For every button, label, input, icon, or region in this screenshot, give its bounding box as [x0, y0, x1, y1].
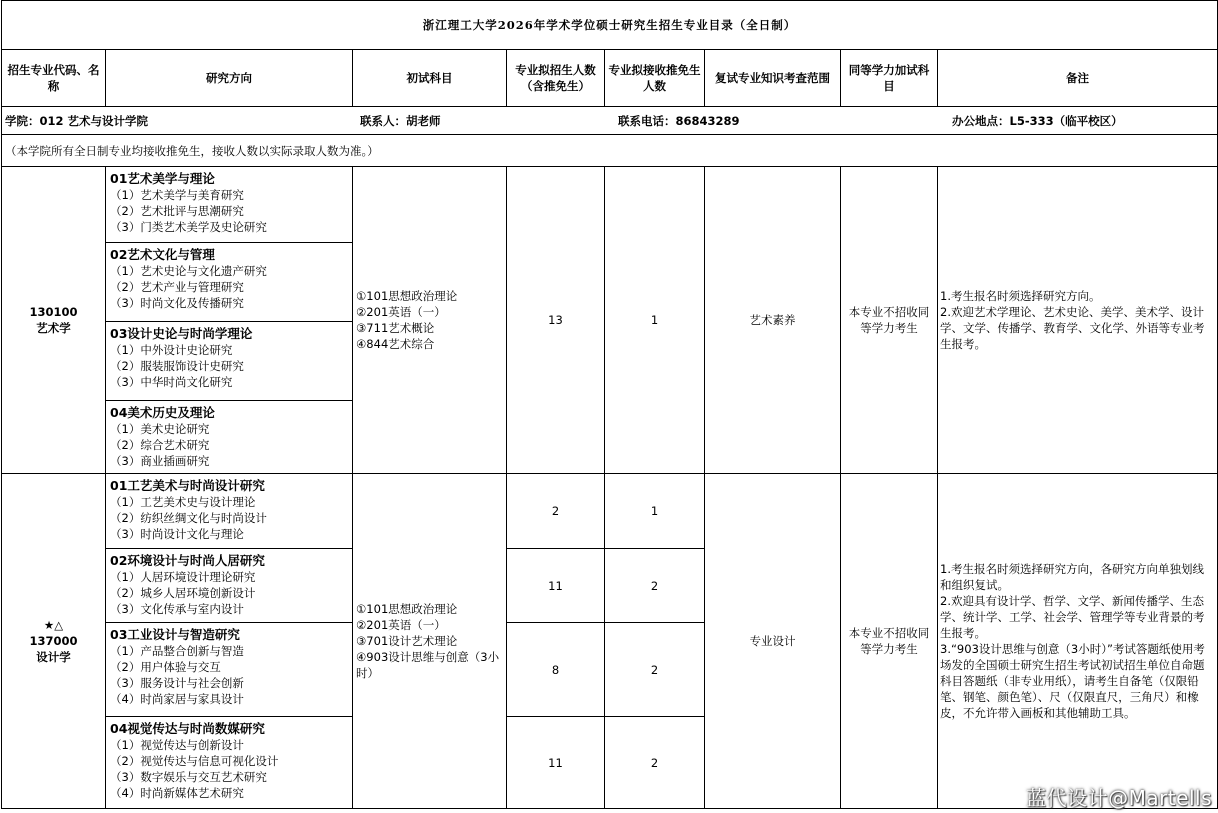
remark-line: 2.欢迎艺术学理论、艺术史论、美学、美术学、设计学、文学、传播学、教育学、文化学、外语等专业考生报考。 — [940, 305, 1205, 351]
header-exam: 初试科目 — [353, 50, 507, 107]
exam-subject: ②201英语（一） — [356, 618, 446, 632]
exam-subjects — [353, 474, 507, 809]
direction-cell — [106, 243, 353, 322]
direction-cell — [106, 322, 353, 401]
quota-value: 8 — [507, 623, 605, 717]
remark-line: 3.“903设计思维与创意（3小时）”考试答题纸使用考场发的全国硕士研究生招生考试初试招生单位自命题科目答题纸（非专业用纸），请考生自备笔（仅限铅笔、钢笔、颜色笔）、尺（仅限直尺，三角尺）和橡皮，不允许带入画板和其他辅助工具。 — [940, 642, 1205, 720]
direction-title: 03工业设计与智造研究 — [110, 627, 240, 642]
exempt-value: 1 — [605, 167, 705, 474]
page-title: 浙江理工大学2026年学术学位硕士研究生招生专业目录（全日制） — [2, 1, 1218, 50]
direction-item: （1）艺术美学与美育研究 — [110, 188, 244, 202]
college-name: 学院：012 艺术与设计学院 — [5, 114, 149, 128]
direction-cell — [106, 623, 353, 717]
direction-item: （3）数字娱乐与交互艺术研究 — [110, 770, 267, 784]
header-quota: 专业拟招生人数（含推免生） — [507, 50, 605, 107]
direction-title: 04美术历史及理论 — [110, 405, 215, 420]
exam-subject: ③711艺术概论 — [356, 321, 435, 335]
major-code-cell — [2, 474, 106, 809]
direction-item: （1）视觉传达与创新设计 — [110, 738, 244, 752]
direction-item: （4）时尚新媒体艺术研究 — [110, 786, 244, 800]
direction-item: （3）时尚设计文化与理论 — [110, 527, 244, 541]
college-note: （本学院所有全日制专业均接收推免生，接收人数以实际录取人数为准。） — [2, 135, 1218, 167]
direction-item: （2）综合艺术研究 — [110, 438, 210, 452]
direction-item: （2）艺术产业与管理研究 — [110, 280, 244, 294]
direction-item: （3）时尚文化及传播研究 — [110, 296, 244, 310]
direction-cell — [106, 549, 353, 623]
direction-item: （3）文化传承与室内设计 — [110, 602, 244, 616]
major-mark: ★△ — [43, 618, 64, 632]
direction-item: （1）艺术史论与文化遗产研究 — [110, 264, 267, 278]
direction-item: （1）中外设计史论研究 — [110, 343, 233, 357]
direction-item: （2）视觉传达与信息可视化设计 — [110, 754, 279, 768]
header-equiv: 同等学力加试科目 — [841, 50, 938, 107]
retest-scope: 专业设计 — [705, 474, 841, 809]
exempt-value: 2 — [605, 717, 705, 809]
direction-title: 02艺术文化与管理 — [110, 247, 215, 262]
header-remark: 备注 — [938, 50, 1218, 107]
direction-item: （3）商业插画研究 — [110, 454, 210, 468]
college-office: 办公地点：L5-333（临平校区） — [952, 114, 1123, 128]
direction-item: （4）时尚家居与家具设计 — [110, 692, 244, 706]
exempt-value: 1 — [605, 474, 705, 549]
exam-subject: ②201英语（一） — [356, 305, 446, 319]
direction-item: （2）服装服饰设计史研究 — [110, 359, 244, 373]
header-retest: 复试专业知识考查范围 — [705, 50, 841, 107]
direction-title: 01艺术美学与理论 — [110, 171, 215, 186]
header-code-name: 招生专业代码、名称 — [2, 50, 106, 107]
exam-subject: ④844艺术综合 — [356, 337, 435, 351]
direction-item: （1）产品整合创新与智造 — [110, 644, 244, 658]
direction-item: （3）服务设计与社会创新 — [110, 676, 244, 690]
direction-item: （1）工艺美术史与设计理论 — [110, 495, 256, 509]
remark-line: 1.考生报名时须选择研究方向。 — [940, 289, 1101, 303]
exam-subject: ④903设计思维与创意（3小时） — [356, 650, 500, 680]
remark-line: 1.考生报名时须选择研究方向，各研究方向单独划线和组织复试。 — [940, 562, 1204, 592]
direction-item: （1）人居环境设计理论研究 — [110, 570, 256, 584]
major-code: 137000 — [29, 634, 78, 648]
header-direction: 研究方向 — [106, 50, 353, 107]
direction-cell — [106, 401, 353, 474]
college-contact: 联系人：胡老师 — [360, 114, 441, 128]
exam-subjects — [353, 167, 507, 474]
quota-value: 13 — [507, 167, 605, 474]
quota-value: 2 — [507, 474, 605, 549]
direction-title: 03设计史论与时尚学理论 — [110, 326, 253, 341]
equiv-subjects: 本专业不招收同等学力考生 — [841, 167, 938, 474]
college-phone: 联系电话：86843289 — [618, 114, 740, 128]
direction-cell — [106, 167, 353, 243]
direction-item: （2）城乡人居环境创新设计 — [110, 586, 256, 600]
direction-title: 01工艺美术与时尚设计研究 — [110, 478, 265, 493]
exempt-value: 2 — [605, 623, 705, 717]
exam-subject: ①101思想政治理论 — [356, 289, 458, 303]
major-code: 130100 — [29, 305, 78, 319]
quota-value: 11 — [507, 717, 605, 809]
exempt-value: 2 — [605, 549, 705, 623]
catalog-table — [1, 0, 1218, 809]
direction-item: （2）纺织丝绸文化与时尚设计 — [110, 511, 267, 525]
major-name: 设计学 — [36, 650, 71, 664]
major-name: 艺术学 — [36, 321, 71, 335]
direction-item: （2）用户体验与交互 — [110, 660, 221, 674]
direction-cell — [106, 717, 353, 809]
header-exempt: 专业拟接收推免生人数 — [605, 50, 705, 107]
remark-line: 2.欢迎具有设计学、哲学、文学、新闻传播学、生态学、统计学、工学、社会学、管理学等专业背景的考生报考。 — [940, 594, 1205, 640]
direction-item: （3）中华时尚文化研究 — [110, 375, 233, 389]
quota-value: 11 — [507, 549, 605, 623]
direction-title: 04视觉传达与时尚数媒研究 — [110, 721, 265, 736]
remark-cell — [938, 167, 1218, 474]
direction-item: （2）艺术批评与思潮研究 — [110, 204, 244, 218]
direction-item: （3）门类艺术美学及史论研究 — [110, 220, 267, 234]
retest-scope: 艺术素养 — [705, 167, 841, 474]
direction-item: （1）美术史论研究 — [110, 422, 210, 436]
remark-cell — [938, 474, 1218, 809]
exam-subject: ③701设计艺术理论 — [356, 634, 458, 648]
exam-subject: ①101思想政治理论 — [356, 602, 458, 616]
college-info-bar — [2, 107, 1218, 135]
direction-cell — [106, 474, 353, 549]
major-code-cell — [2, 167, 106, 474]
direction-title: 02环境设计与时尚人居研究 — [110, 553, 265, 568]
equiv-subjects: 本专业不招收同等学力考生 — [841, 474, 938, 809]
watermark-text: 蓝代设计@Martells — [1026, 786, 1212, 810]
